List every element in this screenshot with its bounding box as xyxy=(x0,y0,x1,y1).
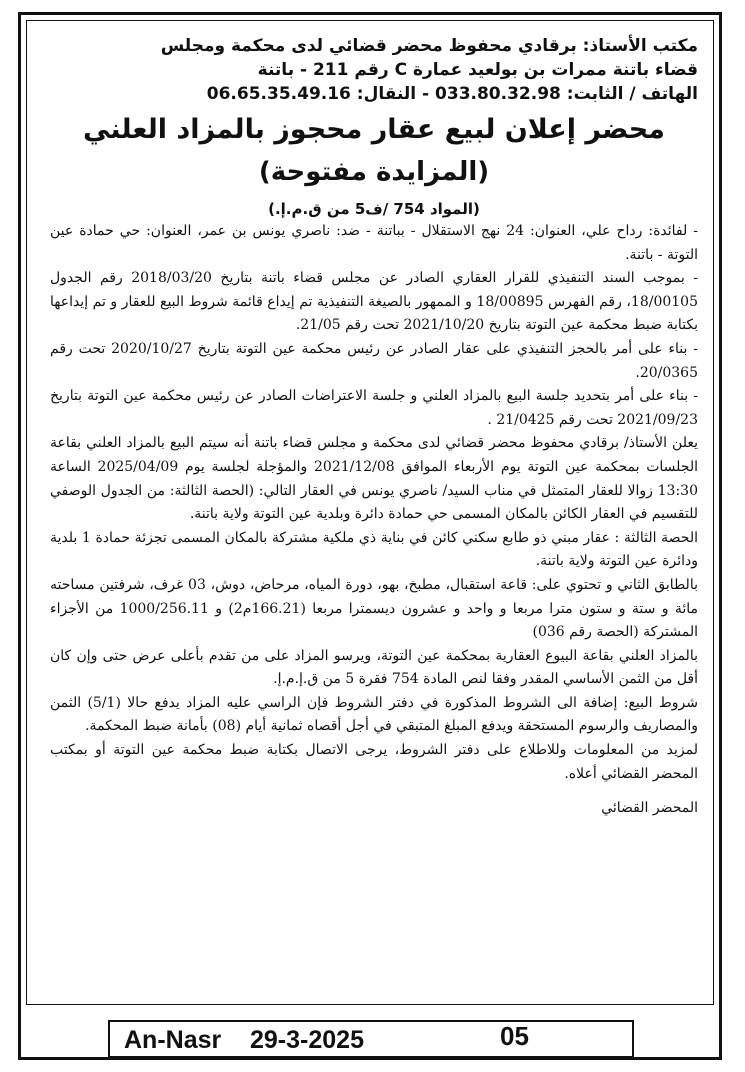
signature-label: المحضر القضائي xyxy=(601,800,698,817)
office-line: مكتب الأستاذ: برقادي محفوظ محضر قضائي لدى محكمة ومجلس xyxy=(160,36,698,56)
office-address: قضاء باتنة ممرات بن بولعيد عمارة C رقم 211 - باتنة xyxy=(257,60,698,80)
office-phones: الهاتف / الثابت: 033.80.32.98 - النقال: 06.65.35.49.16 xyxy=(206,84,698,104)
paragraph-contact-info: لمزيد من المعلومات وللاطلاع على دفتر الشروط، يرجى الاتصال بكتابة ضبط محكمة عين التوتة أو بمكتب المحضر القضائي أعلاه. xyxy=(50,742,698,782)
paragraph-property-description: بالطابق الثاني و تحتوي على: قاعة استقبال، مطبخ، بهو، دورة المياه، مرحاض، دوش، 03 غرف، شرفتين مساحته مائة و ستة و ستون مترا مربعا و واحد و عشرون ديسمترا مربعا (166.21م2) و 1000/256.11 من الأجزاء المشتركة (الحصة رقم 036) xyxy=(50,576,698,641)
paragraph-auction-terms: بالمزاد العلني بقاعة البيوع العقارية بمحكمة عين التوتة، ويرسو المزاد على من تقدم بأعلى عرض حتى وإن كان أقل من الثمن الأساسي المقدر وفقا لنص المادة 754 فقرة 5 من ق.إ.م.إ. xyxy=(50,647,698,688)
paragraph-sale-conditions: شروط البيع: إضافة الى الشروط المذكورة في دفتر الشروط فإن الراسي عليه المزاد يدفع حالا (5/1) الثمن والمصاريف والرسوم المستحقة ويدفع المبلغ المتبقي في أجل أقصاه ثمانية أيام (08) بأمانة ضبط المحكمة. xyxy=(50,694,698,735)
paragraph-sale-notice: يعلن الأستاذ/ برقادي محفوظ محضر قضائي لدى محكمة و مجلس قضاء باتنة أنه سيتم البيع بالمزاد العلني بقاعة الجلسات بمحكمة عين التوتة يوم الأربعاء الموافق 2021/12/08 والمؤجلة لجلسة يوم 2025/04/09 الساعة 13:30 زوالا للعقار المتمثل في مناب السيد/ ناصري يونس في العقار التالي: (الحصة الثالثة: من الجدول الوصفي للتقسيم في العقار الكائن بالمكان المسمى حي حمادة دائرة وبلدية عين التوتة ولاية باتنة. xyxy=(50,435,698,523)
paragraph-session-order: - بناء على أمر بتحديد جلسة البيع بالمزاد العلني و جلسة الاعتراضات الصادر عن رئيس محكمة عين التوتة بتاريخ 2021/09/23 تحت رقم 21/0425 . xyxy=(50,388,698,428)
publication-name: An-Nasr xyxy=(124,1026,222,1054)
paragraph-seizure-order: - بناء على أمر بالحجز التنفيذي على عقار الصادر عن رئيس محكمة عين التوتة بتاريخ 2020/10/27 تحت رقم 20/0365. xyxy=(50,340,698,381)
page-title: محضر إعلان لبيع عقار محجوز بالمزاد العلني xyxy=(83,114,665,145)
announcement xyxy=(50,34,698,820)
page-number: 05 xyxy=(500,1021,529,1051)
paragraph-executive-title: - بموجب السند التنفيذي للقرار العقاري الصادر عن مجلس قضاء باتنة بتاريخ 2018/03/20 رقم الجدول 18/00105، رقم الفهرس 18/00895 و الممهور بالصيغة التنفيذية تم إيداع قائمة شروط البيع للعقار و تم إيداعها بكتابة ضبط محكمة عين التوتة بتاريخ 2021/10/20 تحت رقم 21/05. xyxy=(50,270,698,334)
publication-date: 29-3-2025 xyxy=(250,1026,364,1054)
page-subtitle: (المزايدة مفتوحة) xyxy=(258,157,490,187)
legal-articles: (المواد 754 /ف5 من ق.م.إ.) xyxy=(268,200,480,218)
paragraph-lot-three: الحصة الثالثة : عقار مبني ذو طابع سكني كائن في بناية ذي ملكية مشتركة بالمكان المسمى تجزئة حمادة 1 بلدية ودائرة عين التوتة ولاية باتنة. xyxy=(50,529,699,570)
paragraph-parties: - لفائدة: رداح علي، العنوان: 24 نهج الاستقلال - بباتنة - ضد: ناصري يونس بن عمر، العنوان: حي حمادة عين التوتة - باتنة. xyxy=(50,223,698,263)
